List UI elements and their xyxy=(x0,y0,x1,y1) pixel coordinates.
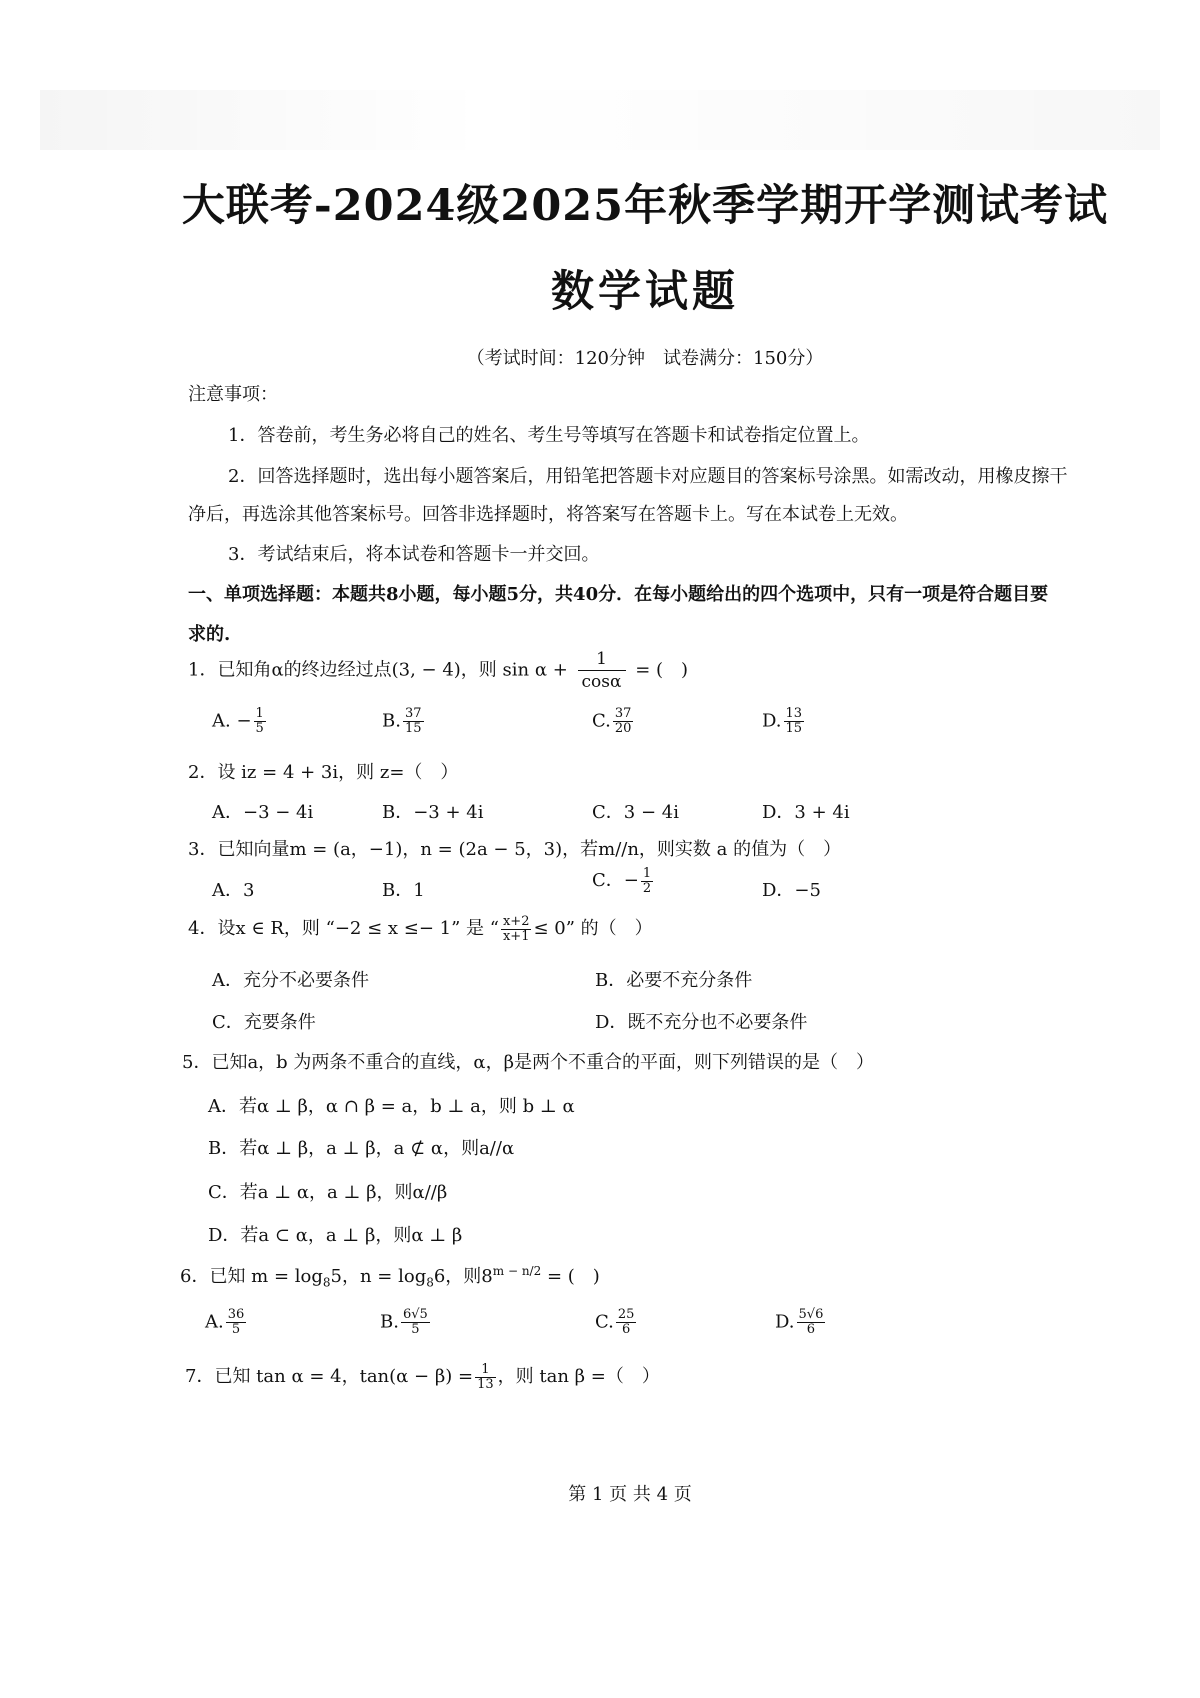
q1-d-den: 15 xyxy=(785,721,803,736)
q6-c-frac xyxy=(616,1308,637,1337)
q6-option-c xyxy=(595,1308,638,1337)
q1-b-label: B. xyxy=(382,710,401,732)
notice-item-1: 1．答卷前，考生务必将自己的姓名、考生号等填写在答题卡和试卷指定位置上。 xyxy=(228,425,870,446)
q1-frac-num: 1 xyxy=(578,648,626,671)
q6-stem-d: = ( ) xyxy=(541,1266,600,1287)
question-3-stem: 3．已知向量m = (a，−1)，n = (2a − 5，3)，若m//n，则实数 a 的值为（ ） xyxy=(188,839,842,860)
q1-a-frac xyxy=(254,707,266,736)
section-heading-line2: 求的. xyxy=(188,624,231,645)
q2-option-d: D．3 + 4i xyxy=(762,802,850,823)
question-4-stem xyxy=(188,914,653,944)
q3-c-num: 1 xyxy=(642,865,652,881)
q2-option-c: C．3 − 4i xyxy=(592,802,679,823)
q6-log-base-1: 8 xyxy=(322,1275,331,1290)
q1-c-num: 37 xyxy=(614,706,632,721)
q1-option-d xyxy=(762,707,806,736)
question-2-stem: 2．设 iz = 4 + 3i，则 z=（ ） xyxy=(188,762,459,783)
q6-b-frac xyxy=(401,1308,430,1337)
q4-option-b: B．必要不充分条件 xyxy=(595,970,753,991)
q4-option-a: A．充分不必要条件 xyxy=(212,970,369,991)
q6-a-label: A. xyxy=(205,1311,224,1333)
q6-stem-c: 6，则8 xyxy=(433,1266,493,1287)
page-number: 第 1 页 共 4 页 xyxy=(568,1484,692,1505)
q5-option-b: B．若α ⊥ β，a ⊥ β，a ⊄ α，则a//α xyxy=(208,1138,515,1159)
question-6-stem xyxy=(180,1262,600,1290)
q4-fraction xyxy=(501,915,532,944)
exam-subject-title: 数学试题 xyxy=(551,267,739,317)
q3-c-den: 2 xyxy=(642,880,652,896)
q4-option-d: D．既不充分也不必要条件 xyxy=(595,1012,808,1033)
q7-stem-text: 7．已知 tan α = 4，tan(α − β) = xyxy=(185,1366,474,1387)
q6-stem-b: 5，n = log xyxy=(330,1266,427,1287)
q7-stem-end: ，则 tan β =（ ） xyxy=(497,1366,660,1387)
q3-option-a: A．3 xyxy=(212,880,255,901)
q6-d-num: 5√6 xyxy=(798,1307,824,1322)
q3-c-frac xyxy=(641,867,653,896)
q1-d-label: D. xyxy=(762,710,782,732)
q6-b-label: B. xyxy=(380,1311,399,1333)
question-5-stem: 5．已知a，b 为两条不重合的直线，α，β是两个不重合的平面，则下列错误的是（ ） xyxy=(182,1052,874,1073)
q1-a-num: 1 xyxy=(255,706,264,721)
q6-log-base-2: 8 xyxy=(426,1275,434,1290)
q7-frac-den: 13 xyxy=(477,1376,494,1392)
q1-b-num: 37 xyxy=(404,706,422,721)
q2-option-b: B．−3 + 4i xyxy=(382,802,484,823)
q6-b-num: 6√5 xyxy=(402,1307,428,1322)
q1-d-num: 13 xyxy=(785,706,803,721)
q6-b-den: 5 xyxy=(411,1322,420,1337)
q1-b-frac xyxy=(403,707,424,736)
q1-stem-text: 1．已知角α的终边经过点(3, − 4)，则 sin α + xyxy=(188,659,568,681)
q5-option-d: D．若a ⊂ α，a ⊥ β，则α ⊥ β xyxy=(208,1225,463,1246)
q6-option-b xyxy=(380,1308,432,1337)
q6-option-a xyxy=(205,1308,248,1337)
scan-artifact xyxy=(40,90,1160,150)
q1-option-b xyxy=(382,707,426,736)
q6-option-d xyxy=(775,1308,827,1337)
q1-a-den: 5 xyxy=(255,721,264,736)
q1-d-frac xyxy=(784,707,805,736)
notice-item-2a: 2．回答选择题时，选出每小题答案后，用铅笔把答题卡对应题目的答案标号涂黑。如需改动，用橡皮擦干 xyxy=(228,466,1068,487)
q7-frac-num: 1 xyxy=(475,1363,496,1378)
q4-frac-den: x+1 xyxy=(502,928,530,944)
q6-a-num: 36 xyxy=(227,1307,245,1322)
q1-c-den: 20 xyxy=(614,721,632,736)
q1-fraction xyxy=(578,648,626,693)
q6-d-frac xyxy=(797,1308,826,1337)
q6-d-den: 6 xyxy=(806,1322,816,1337)
q4-stem-text: 4．设x ∈ R，则 “−2 ≤ x ≤− 1” 是 “ xyxy=(188,918,499,939)
q1-option-a xyxy=(212,707,268,736)
q4-stem-end: ≤ 0” 的（ ） xyxy=(533,918,653,939)
q5-option-a: A．若α ⊥ β，α ∩ β = a，b ⊥ a，则 b ⊥ α xyxy=(208,1096,575,1117)
q1-c-frac xyxy=(613,707,634,736)
q6-stem-a: 6．已知 m = log xyxy=(180,1266,323,1287)
q1-b-den: 15 xyxy=(404,721,422,736)
q5-option-c: C．若a ⊥ α，a ⊥ β，则α//β xyxy=(208,1182,448,1203)
q1-stem-end: = ( ) xyxy=(635,659,689,681)
q6-a-den: 5 xyxy=(231,1322,241,1337)
q1-a-label: A. − xyxy=(212,710,252,732)
notice-item-3: 3．考试结束后，将本试卷和答题卡一并交回。 xyxy=(228,544,600,565)
q6-c-num: 25 xyxy=(617,1307,635,1322)
q1-c-label: C. xyxy=(592,710,611,732)
q6-d-label: D. xyxy=(775,1311,795,1333)
q2-option-a: A．−3 − 4i xyxy=(212,802,314,823)
q1-option-c xyxy=(592,707,635,736)
section-heading-line1: 一、单项选择题：本题共8小题，每小题5分，共40分．在每小题给出的四个选项中，只有一项是符合题目要 xyxy=(188,584,1049,605)
question-1-stem xyxy=(188,648,688,693)
q3-option-d: D．−5 xyxy=(762,880,821,901)
q6-c-label: C. xyxy=(595,1311,614,1333)
q3-option-b: B．1 xyxy=(382,880,425,901)
q3-option-c xyxy=(592,866,655,896)
q6-exponent: m − n/2 xyxy=(492,1264,542,1278)
q6-c-den: 6 xyxy=(621,1322,631,1337)
notice-heading: 注意事项： xyxy=(188,384,278,405)
q4-frac-num: x+2 xyxy=(502,913,530,929)
exam-title: 大联考-2024级2025年秋季学期开学测试考试 xyxy=(181,181,1109,231)
q3-c-label: C．− xyxy=(592,870,639,891)
exam-info: （考试时间：120分钟 试卷满分：150分） xyxy=(466,348,824,369)
q1-frac-den: cosα xyxy=(581,672,622,692)
q6-a-frac xyxy=(226,1308,247,1337)
question-7-stem xyxy=(185,1362,660,1392)
notice-item-2b: 净后，再选涂其他答案标号。回答非选择题时，将答案写在答题卡上。写在本试卷上无效。 xyxy=(188,504,908,525)
q7-fraction xyxy=(475,1363,496,1392)
q4-option-c: C．充要条件 xyxy=(212,1012,316,1033)
